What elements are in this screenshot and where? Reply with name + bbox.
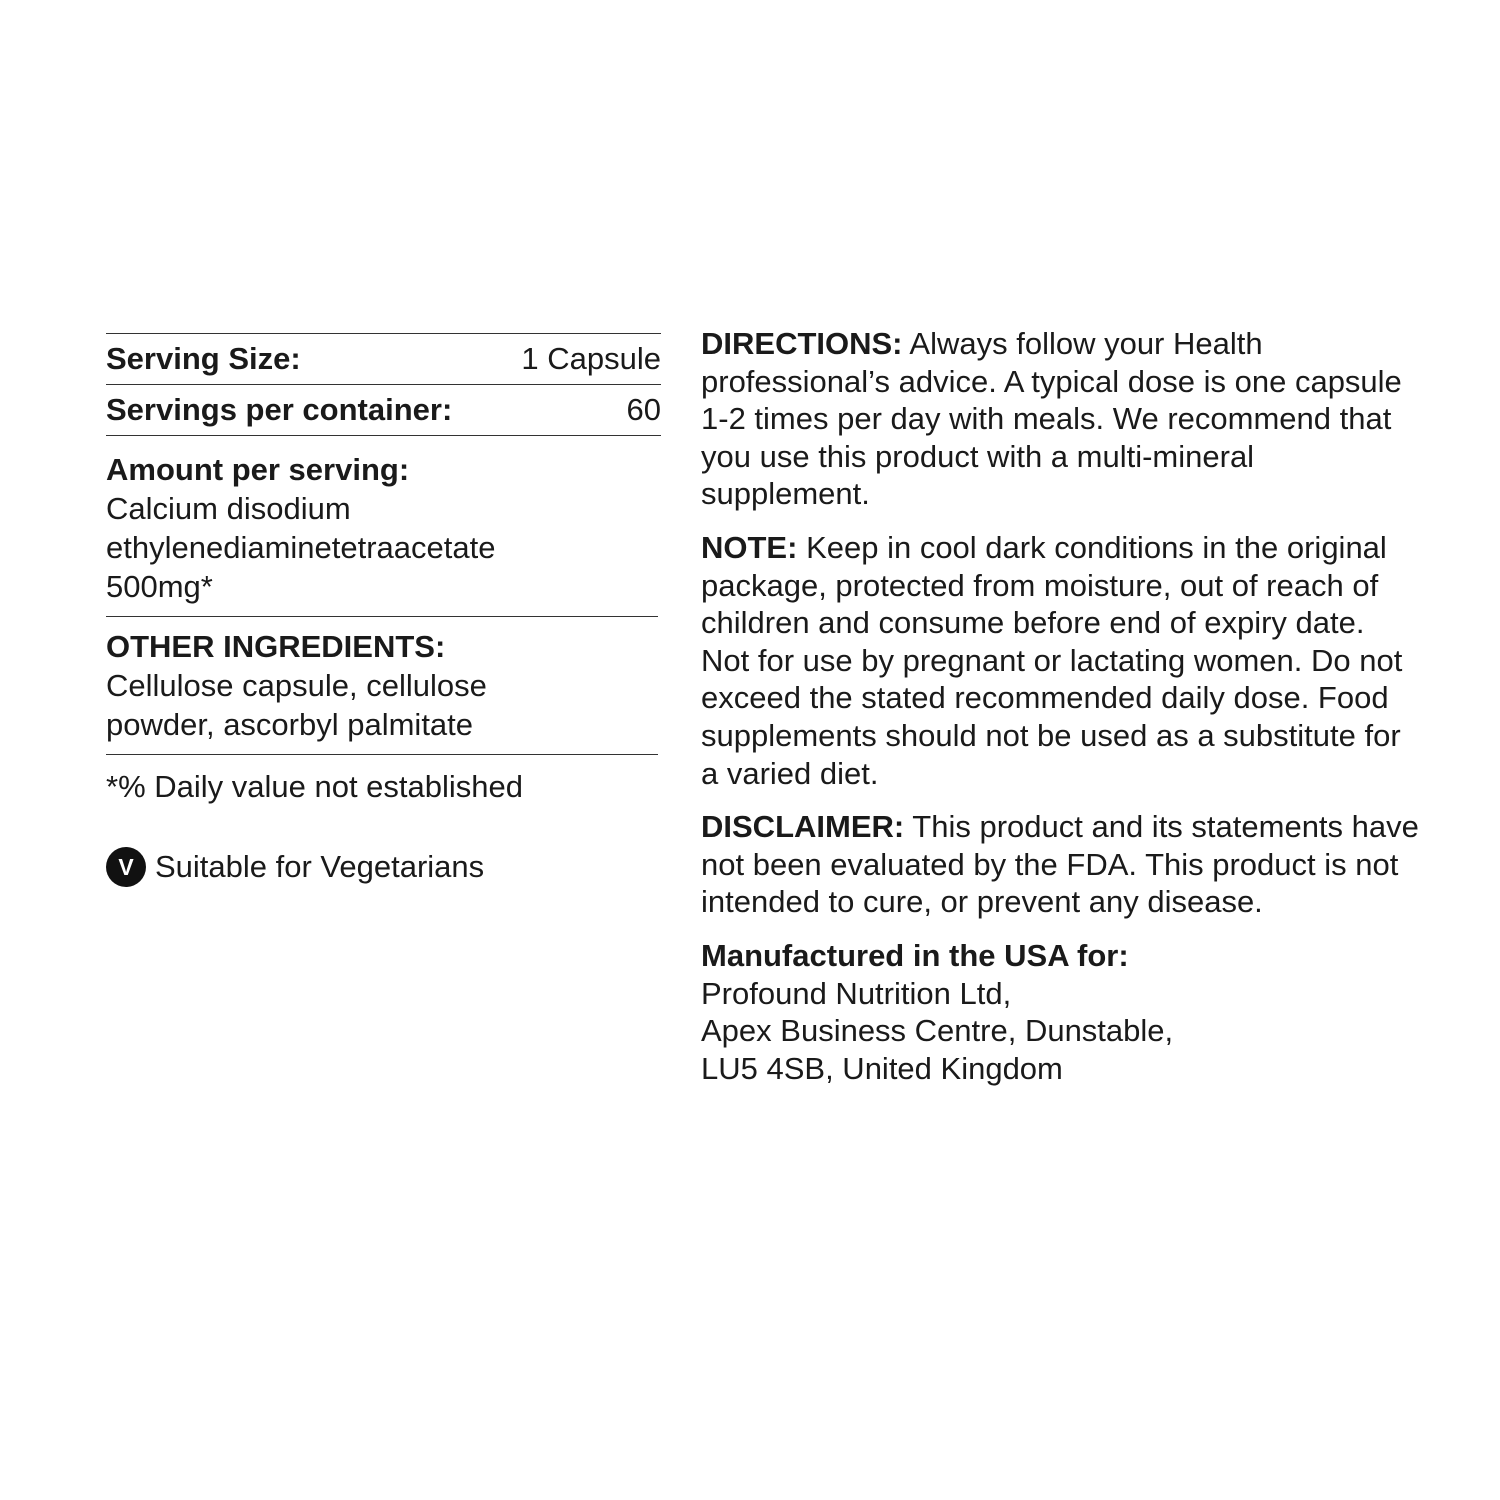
- manufacturer-line-1: Profound Nutrition Ltd,: [701, 975, 1012, 1011]
- directions-text: Always follow your Health professional’s advice. A typical dose is one capsule 1-2 times per day with meals. We recommend that you use this product with a multi-mineral supplement.: [701, 326, 1402, 512]
- disclaimer-text: This product and its statements have not been evaluated by the FDA. This product is not intended to cure, or prevent any disease.: [701, 809, 1419, 920]
- servings-per-container-label: Servings per container:: [106, 392, 453, 427]
- note-paragraph: [701, 529, 1421, 792]
- ingredient-line-1: Calcium disodium: [106, 491, 351, 526]
- servings-per-container-value: 60: [626, 392, 661, 427]
- disclaimer-heading: DISCLAIMER:: [701, 809, 905, 845]
- manufacturer-block: [701, 937, 1421, 1087]
- label-text-column: [701, 325, 1421, 1103]
- disclaimer-paragraph: [701, 808, 1421, 921]
- note-heading: NOTE:: [701, 529, 798, 565]
- serving-size-value: 1 Capsule: [521, 341, 661, 376]
- ingredient-line-3: 500mg*: [106, 569, 213, 604]
- vegetarian-icon: V: [106, 847, 146, 887]
- vegetarian-badge-row: [106, 847, 661, 887]
- manufacturer-heading: Manufactured in the USA for:: [701, 937, 1129, 973]
- amount-per-serving-heading: Amount per serving:: [106, 452, 410, 487]
- other-ingredients-heading: OTHER INGREDIENTS:: [106, 629, 446, 664]
- ingredient-line-2: ethylenediaminetetraacetate: [106, 530, 496, 565]
- other-ingredients-line-2: powder, ascorbyl palmitate: [106, 707, 474, 742]
- daily-value-footnote: *% Daily value not established: [106, 769, 524, 804]
- note-text: Keep in cool dark conditions in the original package, protected from moisture, out of reach of children and consume before end of expiry date. Not for use by pregnant or lactating women. Do not exceed the stated recommended daily dose. Food supplements should not be used as a substitute for a varied diet.: [701, 529, 1403, 791]
- serving-size-row: [106, 333, 661, 384]
- other-ingredients-section: [106, 617, 658, 755]
- amount-per-serving-section: [106, 436, 658, 617]
- vegetarian-text: Suitable for Vegetarians: [155, 849, 485, 884]
- manufacturer-line-3: LU5 4SB, United Kingdom: [701, 1050, 1063, 1086]
- serving-size-label: Serving Size:: [106, 341, 301, 376]
- other-ingredients-line-1: Cellulose capsule, cellulose: [106, 668, 487, 703]
- manufacturer-line-2: Apex Business Centre, Dunstable,: [701, 1013, 1174, 1049]
- directions-heading: DIRECTIONS:: [701, 326, 903, 361]
- supplement-facts-panel: [106, 333, 661, 887]
- directions-paragraph: [701, 325, 1421, 513]
- servings-per-container-row: [106, 384, 661, 436]
